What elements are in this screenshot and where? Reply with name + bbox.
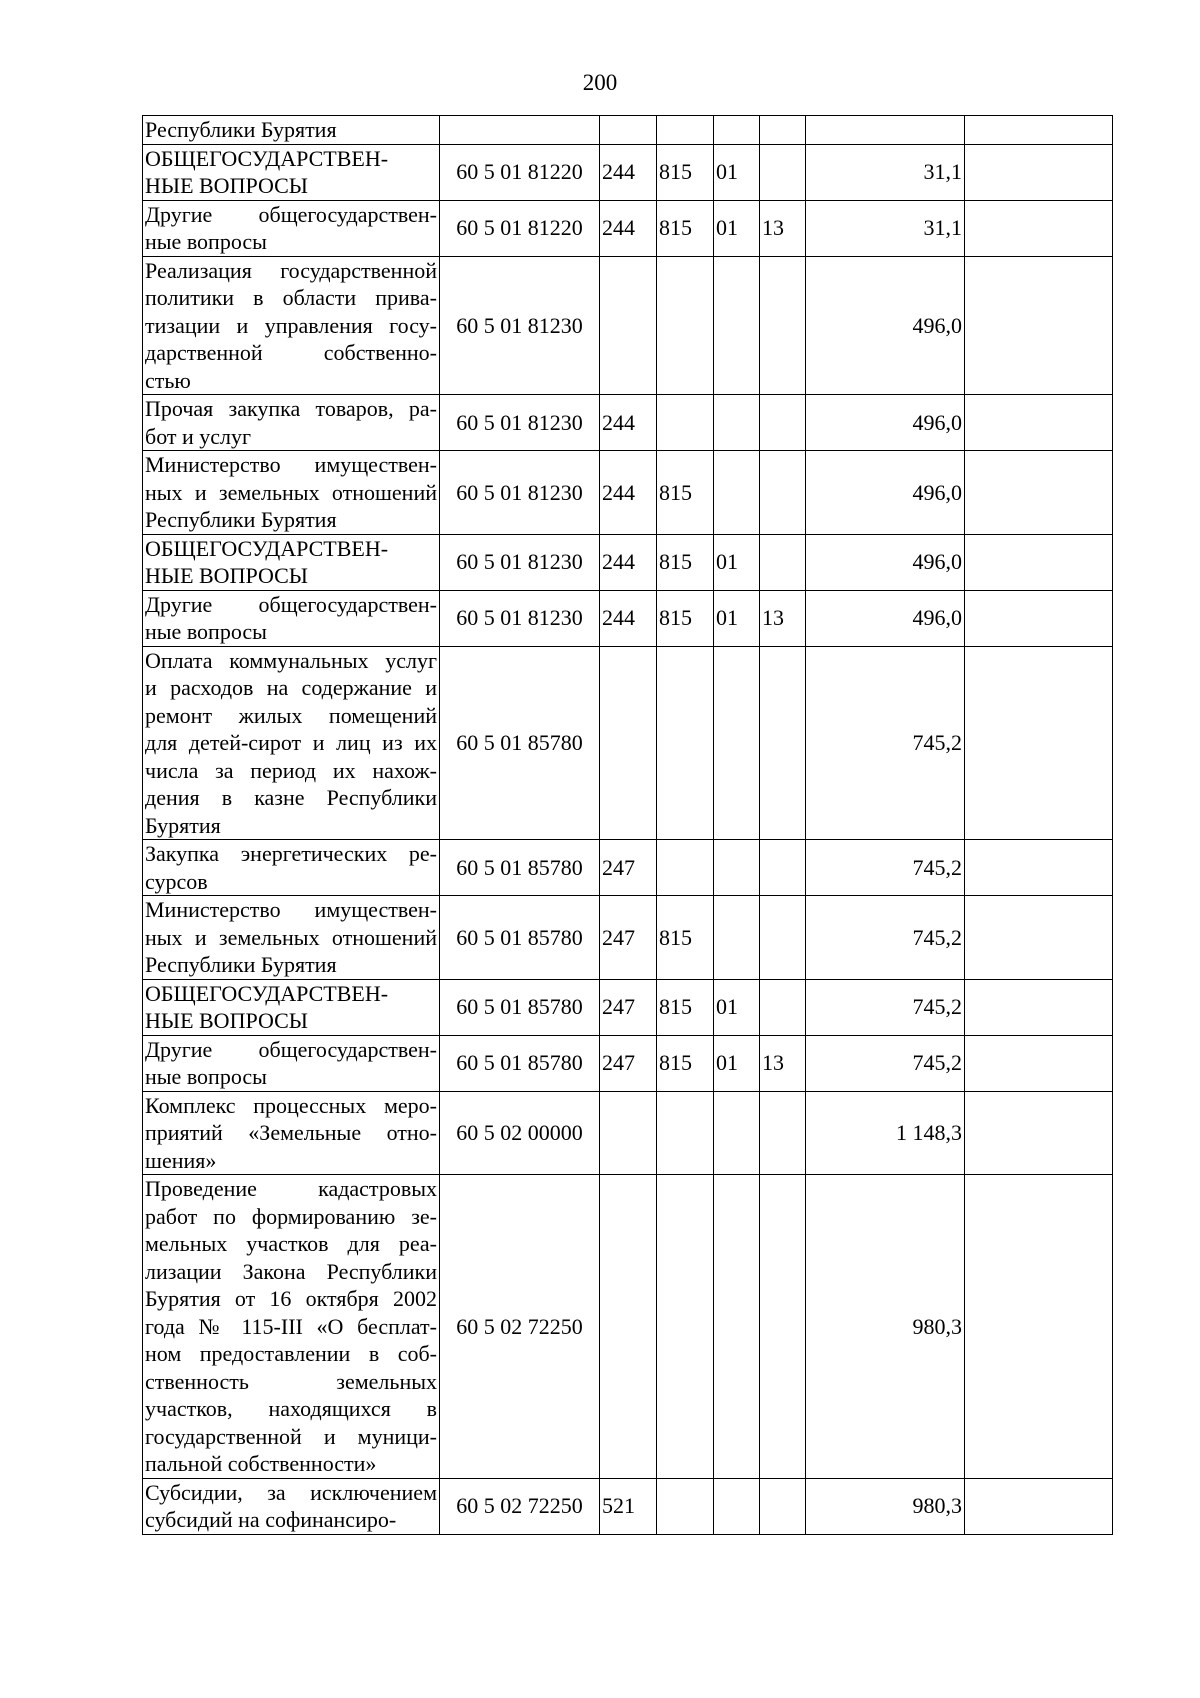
row-empty-cell bbox=[965, 116, 1113, 145]
row-grbs-code bbox=[657, 395, 714, 451]
budget-table bbox=[142, 115, 1113, 1535]
row-amount: 496,0 bbox=[806, 395, 965, 451]
row-name-line: ных и земельных отношений bbox=[145, 479, 437, 505]
table-row bbox=[143, 1478, 1113, 1534]
row-amount bbox=[806, 116, 965, 145]
row-grbs-code: 815 bbox=[657, 979, 714, 1035]
table-row bbox=[143, 590, 1113, 646]
row-amount: 496,0 bbox=[806, 534, 965, 590]
row-section bbox=[714, 896, 760, 980]
row-amount: 1 148,3 bbox=[806, 1091, 965, 1175]
row-name-line: НЫЕ ВОПРОСЫ bbox=[145, 563, 308, 588]
row-name-line: НЫЕ ВОПРОСЫ bbox=[145, 173, 308, 198]
table-row bbox=[143, 451, 1113, 535]
row-empty-cell bbox=[965, 534, 1113, 590]
row-name-line: сурсов bbox=[145, 868, 208, 894]
row-empty-cell bbox=[965, 590, 1113, 646]
table-row bbox=[143, 1035, 1113, 1091]
row-name-line: Министерство имуществен- bbox=[145, 452, 437, 477]
row-empty-cell bbox=[965, 1091, 1113, 1175]
row-expense-type: 247 bbox=[600, 840, 657, 896]
row-amount: 980,3 bbox=[806, 1175, 965, 1479]
row-amount: 496,0 bbox=[806, 256, 965, 395]
row-name-line: работ по формированию зе- bbox=[145, 1203, 437, 1229]
table-row bbox=[143, 1091, 1113, 1175]
row-subsection bbox=[760, 896, 806, 980]
row-empty-cell bbox=[965, 646, 1113, 840]
table-row bbox=[143, 979, 1113, 1035]
row-expense-type: 247 bbox=[600, 896, 657, 980]
row-amount: 496,0 bbox=[806, 590, 965, 646]
row-amount: 745,2 bbox=[806, 896, 965, 980]
row-name-line: для детей-сирот и лиц из их bbox=[145, 730, 437, 755]
row-grbs-code: 815 bbox=[657, 451, 714, 535]
row-section bbox=[714, 395, 760, 451]
row-name-line: приятий «Земельные отно- bbox=[145, 1120, 437, 1145]
row-grbs-code bbox=[657, 646, 714, 840]
row-name-line: шения» bbox=[145, 1147, 217, 1173]
row-target-code: 60 5 02 72250 bbox=[440, 1175, 600, 1479]
row-expense-type: 521 bbox=[600, 1478, 657, 1534]
row-target-code: 60 5 01 81230 bbox=[440, 451, 600, 535]
row-target-code: 60 5 01 85780 bbox=[440, 979, 600, 1035]
row-target-code: 60 5 02 72250 bbox=[440, 1478, 600, 1534]
row-grbs-code bbox=[657, 840, 714, 896]
row-subsection bbox=[760, 116, 806, 145]
row-subsection bbox=[760, 395, 806, 451]
row-name-line: Субсидии, за исключением bbox=[145, 1479, 437, 1505]
row-expense-type: 244 bbox=[600, 200, 657, 256]
row-subsection bbox=[760, 646, 806, 840]
row-name-line: Бурятия от 16 октября 2002 bbox=[145, 1286, 437, 1311]
row-section: 01 bbox=[714, 200, 760, 256]
row-name bbox=[143, 144, 440, 200]
row-name bbox=[143, 590, 440, 646]
row-grbs-code: 815 bbox=[657, 144, 714, 200]
row-target-code: 60 5 01 85780 bbox=[440, 840, 600, 896]
row-name-line: государственной и муници- bbox=[145, 1423, 437, 1449]
row-amount: 745,2 bbox=[806, 646, 965, 840]
row-name-line: Другие общегосударствен- bbox=[145, 591, 437, 617]
budget-table-body bbox=[143, 116, 1113, 1535]
row-expense-type bbox=[600, 256, 657, 395]
row-name-line: Комплекс процессных меро- bbox=[145, 1092, 437, 1118]
row-name bbox=[143, 451, 440, 535]
row-subsection bbox=[760, 1478, 806, 1534]
row-subsection bbox=[760, 256, 806, 395]
row-name-line: пальной собственности» bbox=[145, 1451, 377, 1476]
row-subsection bbox=[760, 451, 806, 535]
row-empty-cell bbox=[965, 896, 1113, 980]
row-name-line: дения в казне Республики bbox=[145, 785, 437, 810]
row-amount: 745,2 bbox=[806, 979, 965, 1035]
row-name bbox=[143, 395, 440, 451]
row-empty-cell bbox=[965, 144, 1113, 200]
row-subsection bbox=[760, 840, 806, 896]
row-subsection bbox=[760, 1091, 806, 1175]
row-name-line: НЫЕ ВОПРОСЫ bbox=[145, 1008, 308, 1033]
row-name-line: и расходов на содержание и bbox=[145, 675, 437, 700]
row-name-line: дарственной собственно- bbox=[145, 340, 437, 365]
row-empty-cell bbox=[965, 840, 1113, 896]
row-name bbox=[143, 646, 440, 840]
row-name-line: ном предоставлении в соб- bbox=[145, 1341, 437, 1366]
row-amount: 745,2 bbox=[806, 1035, 965, 1091]
row-name-line: Другие общегосударствен- bbox=[145, 1036, 437, 1062]
page-number: 200 bbox=[582, 70, 618, 95]
row-name-line: Министерство имуществен- bbox=[145, 897, 437, 922]
row-name bbox=[143, 1175, 440, 1479]
row-target-code: 60 5 02 00000 bbox=[440, 1091, 600, 1175]
row-grbs-code bbox=[657, 1091, 714, 1175]
row-target-code bbox=[440, 116, 600, 145]
row-section: 01 bbox=[714, 979, 760, 1035]
row-subsection bbox=[760, 144, 806, 200]
row-section: 01 bbox=[714, 1035, 760, 1091]
row-expense-type: 244 bbox=[600, 395, 657, 451]
row-name bbox=[143, 979, 440, 1035]
table-row bbox=[143, 896, 1113, 980]
row-grbs-code: 815 bbox=[657, 590, 714, 646]
row-expense-type: 244 bbox=[600, 590, 657, 646]
row-subsection: 13 bbox=[760, 200, 806, 256]
row-name-line: года № 115-III «О бесплат- bbox=[145, 1313, 437, 1339]
row-name-line: ОБЩЕГОСУДАРСТВЕН- bbox=[145, 980, 389, 1006]
row-name-line: ные вопросы bbox=[145, 229, 267, 254]
row-expense-type bbox=[600, 116, 657, 145]
row-target-code: 60 5 01 85780 bbox=[440, 646, 600, 840]
row-name bbox=[143, 840, 440, 896]
row-name-line: Республики Бурятия bbox=[145, 952, 337, 977]
row-name-line: Оплата коммунальных услуг bbox=[145, 647, 437, 673]
row-expense-type bbox=[600, 1091, 657, 1175]
row-section: 01 bbox=[714, 590, 760, 646]
table-row bbox=[143, 395, 1113, 451]
row-empty-cell bbox=[965, 1175, 1113, 1479]
row-empty-cell bbox=[965, 1035, 1113, 1091]
row-name-line: числа за период их нахож- bbox=[145, 757, 437, 783]
row-expense-type: 247 bbox=[600, 979, 657, 1035]
row-empty-cell bbox=[965, 395, 1113, 451]
row-empty-cell bbox=[965, 200, 1113, 256]
row-name bbox=[143, 116, 440, 145]
row-name bbox=[143, 200, 440, 256]
row-name-line: Реализация государственной bbox=[145, 257, 437, 283]
table-row bbox=[143, 144, 1113, 200]
row-expense-type: 244 bbox=[600, 451, 657, 535]
row-amount: 980,3 bbox=[806, 1478, 965, 1534]
row-name bbox=[143, 1091, 440, 1175]
row-name-line: политики в области прива- bbox=[145, 285, 437, 310]
row-section bbox=[714, 116, 760, 145]
row-name bbox=[143, 1035, 440, 1091]
row-expense-type: 244 bbox=[600, 144, 657, 200]
table-row bbox=[143, 256, 1113, 395]
row-subsection bbox=[760, 979, 806, 1035]
row-grbs-code bbox=[657, 1175, 714, 1479]
table-row bbox=[143, 200, 1113, 256]
row-grbs-code bbox=[657, 1478, 714, 1534]
row-expense-type: 244 bbox=[600, 534, 657, 590]
row-target-code: 60 5 01 81220 bbox=[440, 144, 600, 200]
row-subsection: 13 bbox=[760, 1035, 806, 1091]
row-empty-cell bbox=[965, 451, 1113, 535]
row-empty-cell bbox=[965, 979, 1113, 1035]
row-subsection bbox=[760, 1175, 806, 1479]
row-name-line: Прочая закупка товаров, ра- bbox=[145, 396, 437, 421]
row-name-line: Республики Бурятия bbox=[145, 507, 337, 532]
row-target-code: 60 5 01 81230 bbox=[440, 590, 600, 646]
row-grbs-code bbox=[657, 116, 714, 145]
row-section bbox=[714, 1175, 760, 1479]
row-section bbox=[714, 646, 760, 840]
row-target-code: 60 5 01 81230 bbox=[440, 256, 600, 395]
row-subsection bbox=[760, 534, 806, 590]
table-row bbox=[143, 1175, 1113, 1479]
row-name-line: бот и услуг bbox=[145, 423, 252, 449]
row-grbs-code: 815 bbox=[657, 534, 714, 590]
row-name-line: Закупка энергетических ре- bbox=[145, 841, 437, 866]
row-section: 01 bbox=[714, 144, 760, 200]
row-name-line: Другие общегосударствен- bbox=[145, 201, 437, 227]
row-name-line: субсидий на софинансиро- bbox=[145, 1507, 397, 1532]
row-name bbox=[143, 896, 440, 980]
row-section bbox=[714, 840, 760, 896]
row-name-line: Республики Бурятия bbox=[145, 117, 337, 142]
row-grbs-code: 815 bbox=[657, 200, 714, 256]
row-amount: 31,1 bbox=[806, 144, 965, 200]
row-target-code: 60 5 01 81230 bbox=[440, 395, 600, 451]
row-name-line: ных и земельных отношений bbox=[145, 924, 437, 950]
row-empty-cell bbox=[965, 256, 1113, 395]
row-target-code: 60 5 01 85780 bbox=[440, 896, 600, 980]
row-amount: 31,1 bbox=[806, 200, 965, 256]
row-name-line: ные вопросы bbox=[145, 619, 267, 644]
row-amount: 745,2 bbox=[806, 840, 965, 896]
row-name-line: участков, находящихся в bbox=[145, 1396, 437, 1421]
row-grbs-code bbox=[657, 256, 714, 395]
row-name-line: ственность земельных bbox=[145, 1368, 437, 1394]
row-expense-type bbox=[600, 646, 657, 840]
row-expense-type: 247 bbox=[600, 1035, 657, 1091]
table-row bbox=[143, 534, 1113, 590]
row-section: 01 bbox=[714, 534, 760, 590]
row-amount: 496,0 bbox=[806, 451, 965, 535]
table-row bbox=[143, 116, 1113, 145]
row-name bbox=[143, 256, 440, 395]
row-section bbox=[714, 1091, 760, 1175]
row-name bbox=[143, 1478, 440, 1534]
row-name-line: лизации Закона Республики bbox=[145, 1258, 437, 1284]
row-target-code: 60 5 01 81220 bbox=[440, 200, 600, 256]
table-row bbox=[143, 840, 1113, 896]
row-name bbox=[143, 534, 440, 590]
row-expense-type bbox=[600, 1175, 657, 1479]
row-grbs-code: 815 bbox=[657, 896, 714, 980]
row-name-line: мельных участков для реа- bbox=[145, 1231, 437, 1256]
row-section bbox=[714, 1478, 760, 1534]
row-name-line: Бурятия bbox=[145, 812, 221, 838]
row-empty-cell bbox=[965, 1478, 1113, 1534]
row-name-line: ремонт жилых помещений bbox=[145, 702, 437, 728]
row-grbs-code: 815 bbox=[657, 1035, 714, 1091]
row-name-line: стью bbox=[145, 367, 191, 393]
row-target-code: 60 5 01 85780 bbox=[440, 1035, 600, 1091]
row-name-line: Проведение кадастровых bbox=[145, 1176, 437, 1201]
row-name-line: ОБЩЕГОСУДАРСТВЕН- bbox=[145, 145, 389, 171]
row-name-line: тизации и управления госу- bbox=[145, 312, 437, 338]
row-target-code: 60 5 01 81230 bbox=[440, 534, 600, 590]
row-name-line: ОБЩЕГОСУДАРСТВЕН- bbox=[145, 535, 389, 561]
row-section bbox=[714, 451, 760, 535]
row-subsection: 13 bbox=[760, 590, 806, 646]
table-row bbox=[143, 646, 1113, 840]
row-name-line: ные вопросы bbox=[145, 1064, 267, 1089]
row-section bbox=[714, 256, 760, 395]
